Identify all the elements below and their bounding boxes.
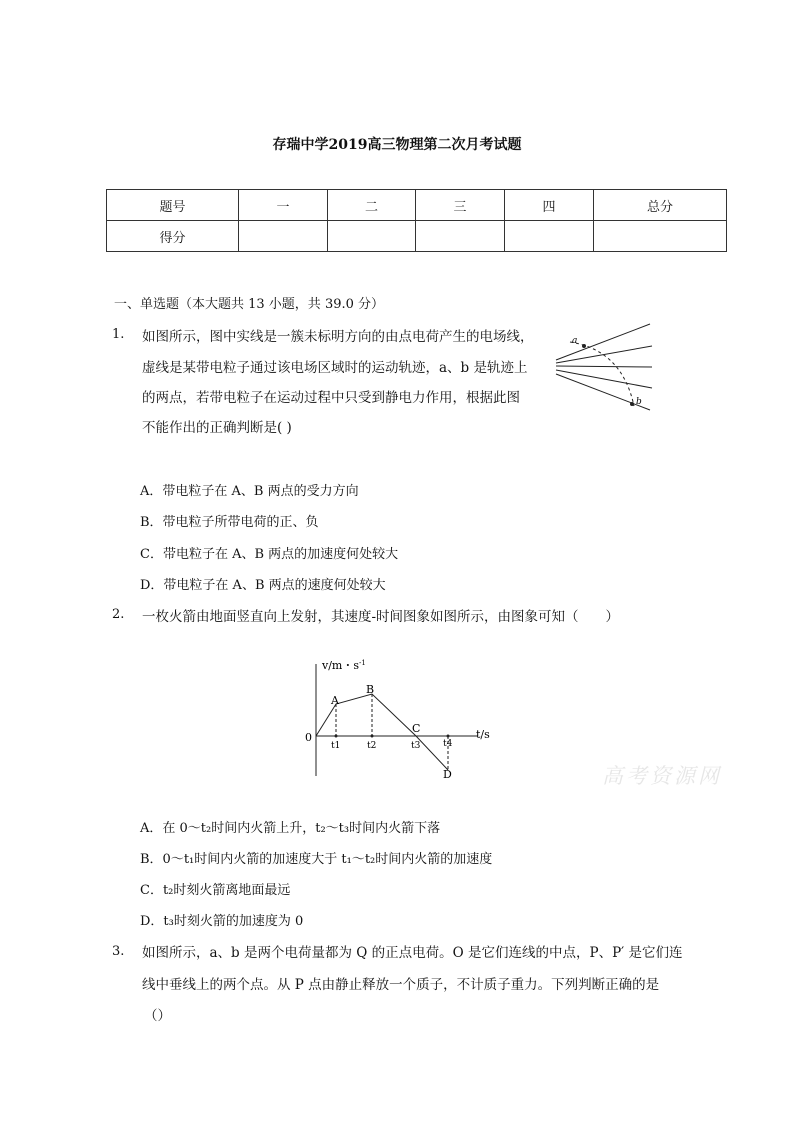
score-header-cell: 总分 xyxy=(594,190,727,221)
question-text-line: 虚线是某带电粒子通过该电场区域时的运动轨迹，a、b 是轨迹上 xyxy=(142,360,528,376)
question-text-line: 线中垂线上的两个点。从 P 点由静止释放一个质子，不计质子重力。下列判断正确的是 xyxy=(142,977,660,993)
label-b: b xyxy=(636,397,642,407)
tick-label: t3 xyxy=(411,741,421,751)
score-header-cell: 二 xyxy=(328,190,416,221)
question-number: 1. xyxy=(112,327,125,342)
option-a[interactable]: A．带电粒子在 A、B 两点的受力方向 xyxy=(140,484,359,499)
question-number: 3. xyxy=(112,944,125,959)
score-header-cell: 一 xyxy=(239,190,328,221)
y-axis-label: v/m・$s^{-1}$ xyxy=(322,659,366,672)
point-label: B xyxy=(366,683,375,696)
option-c[interactable]: C．带电粒子在 A、B 两点的加速度何处较大 xyxy=(140,547,399,562)
section-heading: 一、单选题（本大题共 13 小题，共 39.0 分） xyxy=(114,297,385,312)
point-label: C xyxy=(412,722,421,735)
question-text-line: 的两点，若带电粒子在运动过程中只受到静电力作用，根据此图 xyxy=(142,390,520,406)
point-b xyxy=(630,402,634,406)
score-row-label: 得分 xyxy=(107,221,239,252)
origin-label: 0 xyxy=(305,731,312,744)
point-label: A xyxy=(331,694,339,707)
question-text: 一枚火箭由地面竖直向上发射，其速度-时间图象如图所示，由图象可知（ ） xyxy=(142,609,620,625)
point-label: D xyxy=(443,768,452,781)
question-text-line: 不能作出的正确判断是( ) xyxy=(142,420,292,436)
score-cell[interactable] xyxy=(505,221,594,252)
tick-label: t4 xyxy=(443,739,453,749)
point-a xyxy=(582,344,586,348)
field-line xyxy=(556,366,652,367)
score-cell[interactable] xyxy=(594,221,727,252)
option-b[interactable]: B．带电粒子所带电荷的正、负 xyxy=(140,515,319,530)
score-header-cell: 三 xyxy=(416,190,505,221)
score-cell[interactable] xyxy=(239,221,328,252)
option-a[interactable]: A．在 0～t₂时间内火箭上升，t₂～t₃时间内火箭下落 xyxy=(140,821,441,836)
option-d[interactable]: D．t₃时刻火箭的加速度为 0 xyxy=(140,914,304,929)
score-header-cell: 四 xyxy=(505,190,594,221)
option-c[interactable]: C．t₂时刻火箭离地面最远 xyxy=(140,883,291,898)
page-title: 存瑞中学2019高三物理第二次月考试题 xyxy=(272,137,522,153)
score-table-score-row xyxy=(107,221,727,252)
question-text-line: 如图所示，图中实线是一簇未标明方向的由点电荷产生的电场线， xyxy=(142,329,534,345)
score-table xyxy=(106,189,727,252)
score-cell[interactable] xyxy=(328,221,416,252)
velocity-time-graph xyxy=(300,656,500,784)
question-text-line: （） xyxy=(144,1008,171,1024)
x-axis-label: t/s xyxy=(476,728,490,741)
question-text-line: 如图所示，a、b 是两个电荷量都为 Q 的正点电荷。O 是它们连线的中点，P、P′ 是它们连 xyxy=(142,945,683,961)
question-number: 2. xyxy=(112,607,125,622)
tick-label: t2 xyxy=(367,741,377,751)
score-table-header-row xyxy=(107,190,727,221)
score-header-cell: 题号 xyxy=(107,190,239,221)
option-b[interactable]: B．0～t₁时间内火箭的加速度大于 t₁～t₂时间内火箭的加速度 xyxy=(140,852,493,867)
tick-label: t1 xyxy=(331,741,341,751)
electric-field-figure xyxy=(552,318,658,418)
score-cell[interactable] xyxy=(416,221,505,252)
label-a: a xyxy=(572,336,578,346)
option-d[interactable]: D．带电粒子在 A、B 两点的速度何处较大 xyxy=(140,578,386,593)
watermark: 高考资源网 xyxy=(602,764,722,788)
